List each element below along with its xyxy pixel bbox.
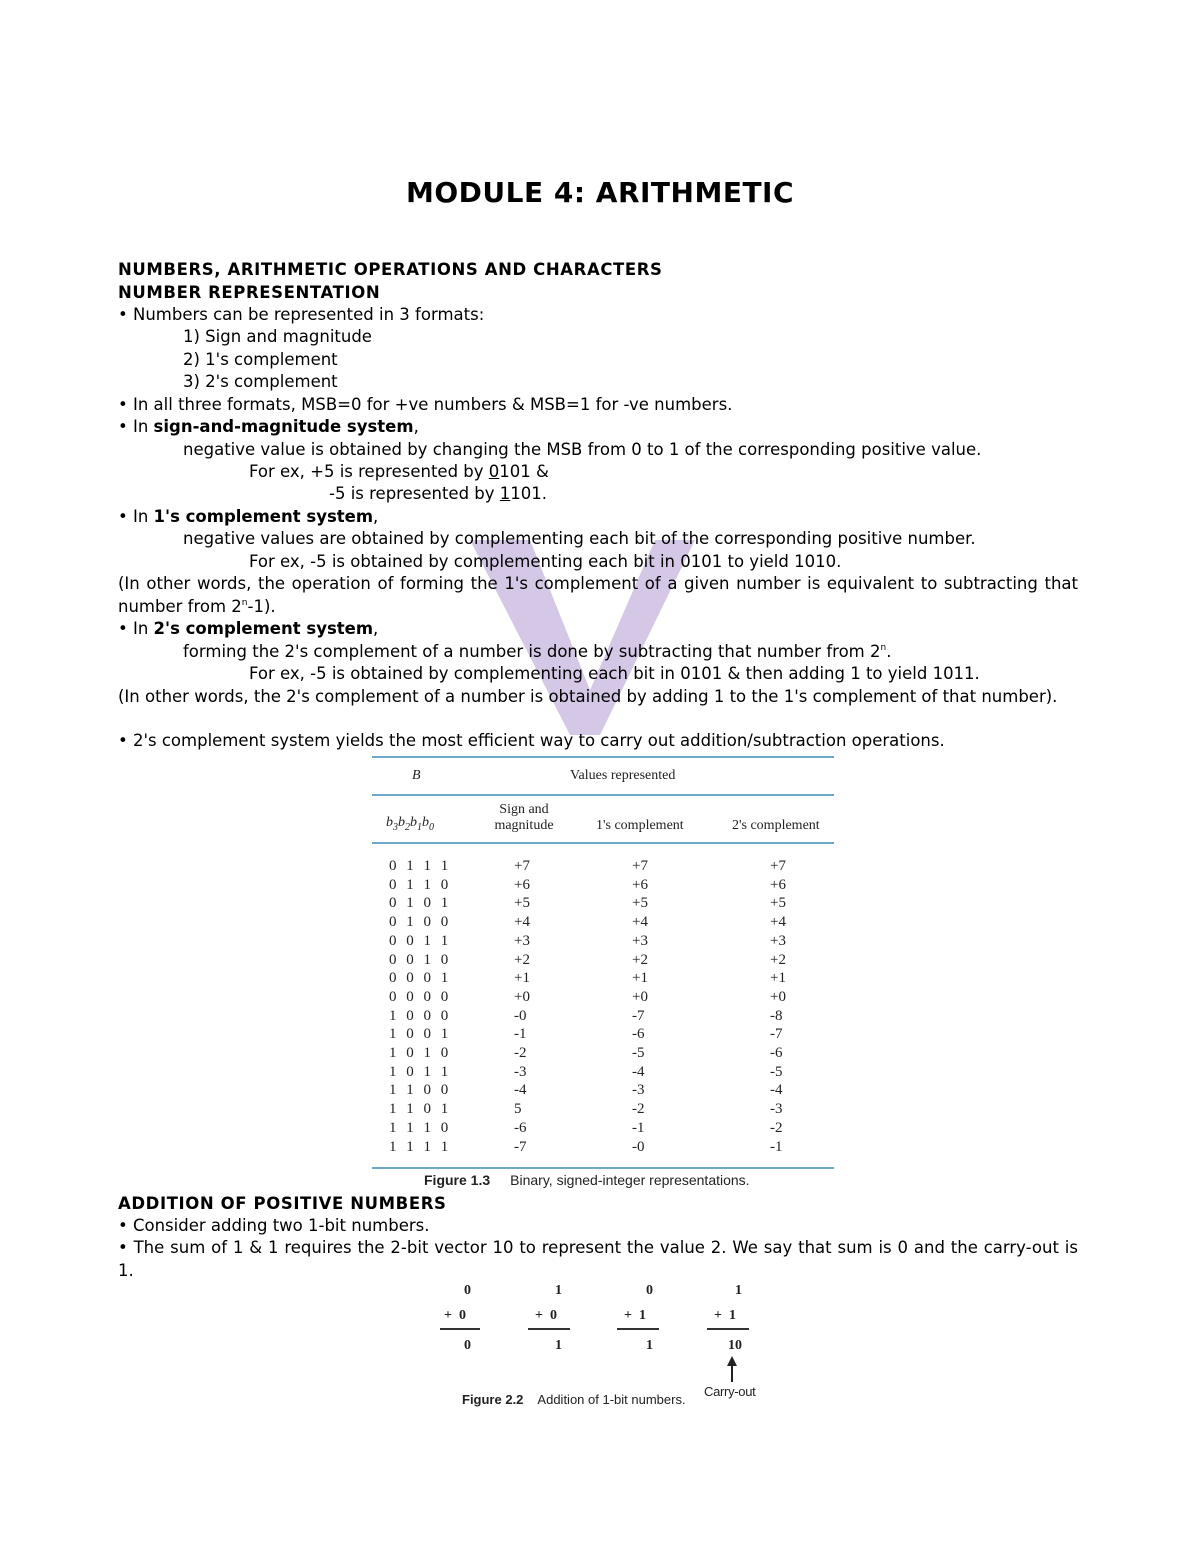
bit-pattern: 0 1 1 1 — [389, 858, 452, 874]
twos-complement-value: +3 — [770, 932, 786, 949]
ones-complement-value: +1 — [632, 970, 648, 987]
sign-magnitude-value: -1 — [514, 1026, 527, 1043]
bit-pattern: 0 0 1 0 — [389, 951, 452, 968]
sign-magnitude-description: negative value is obtained by changing the MSB from 0 to 1 of the corresponding positive value. — [183, 440, 982, 459]
intro-bullet: • Numbers can be represented in 3 formats: — [118, 305, 485, 324]
twos-complement-value: -2 — [770, 1119, 783, 1136]
sign-magnitude-value: 5 — [514, 1101, 522, 1118]
table-row — [372, 933, 834, 952]
ones-complement-value: +2 — [632, 951, 648, 968]
column-header-ones-complement: 1's complement — [596, 818, 684, 833]
format-item: 1) Sign and magnitude — [183, 327, 372, 346]
twos-complement-value: -6 — [770, 1045, 783, 1061]
figure13-caption: Figure 1.3 Binary, signed-integer representations. — [424, 1172, 750, 1188]
table-row — [372, 1064, 834, 1083]
column-header-sign-magnitude: Sign and magnitude — [494, 802, 554, 833]
twos-complement-value: +5 — [770, 895, 786, 912]
sign-magnitude-value: +1 — [514, 970, 530, 987]
bit-pattern: 1 0 1 1 — [389, 1063, 452, 1080]
carry-out-label: Carry-out — [704, 1384, 756, 1399]
sum-value: 0 — [464, 1338, 471, 1353]
page-title: MODULE 4: ARITHMETIC — [405, 176, 795, 209]
format-item: 3) 2's complement — [183, 372, 338, 391]
bit-pattern: 1 1 1 0 — [389, 1119, 452, 1136]
bit-pattern: 0 1 0 1 — [389, 895, 452, 912]
sign-magnitude-value: -2 — [514, 1045, 527, 1061]
twos-complement-value: +1 — [770, 970, 786, 987]
twos-complement-value: +6 — [770, 876, 786, 893]
sign-magnitude-value: +5 — [514, 895, 530, 912]
ones-complement-value: -0 — [632, 1138, 645, 1155]
figure-addition-1bit — [430, 1280, 790, 1410]
addend-top: 1 — [555, 1283, 562, 1298]
table-row — [372, 1139, 834, 1158]
ones-complement-value: -5 — [632, 1045, 645, 1061]
sign-magnitude-example-negative: -5 is represented by 1101. — [329, 484, 548, 503]
bit-pattern: 1 1 0 0 — [389, 1082, 452, 1099]
bit-pattern: 0 0 0 1 — [389, 970, 452, 987]
ones-complement-value: -2 — [632, 1101, 645, 1118]
bit-pattern: 1 1 1 1 — [389, 1138, 452, 1155]
ones-complement-value: +4 — [632, 914, 648, 931]
format-item: 2) 1's complement — [183, 350, 338, 369]
bit-pattern: 1 1 0 1 — [389, 1101, 452, 1118]
ones-complement-bullet: • In 1's complement system, — [118, 507, 379, 526]
addend-top: 0 — [464, 1283, 471, 1298]
twos-complement-bullet: • In 2's complement system, — [118, 619, 379, 638]
sign-magnitude-bullet: • In sign-and-magnitude system, — [118, 417, 419, 436]
section-heading-addition: ADDITION OF POSITIVE NUMBERS — [118, 1194, 447, 1213]
twos-complement-description: forming the 2's complement of a number is done by subtracting that number from 2$^n$. — [183, 642, 892, 661]
sign-magnitude-value: +2 — [514, 951, 530, 968]
bit-pattern: 1 0 0 0 — [389, 1007, 452, 1024]
addition-bullet-2: • The sum of 1 & 1 requires the 2-bit vector 10 to represent the value 2. We say that sum is 0 and the carry-out is 1. — [118, 1238, 1078, 1280]
twos-complement-value: +4 — [770, 914, 786, 931]
ones-complement-term: 1's complement system — [153, 507, 374, 526]
table-row — [372, 895, 834, 914]
addend-bottom: + 0 — [444, 1308, 466, 1323]
table-row — [372, 877, 834, 896]
ones-complement-value: -4 — [632, 1063, 645, 1080]
ones-complement-value: -1 — [632, 1119, 645, 1136]
sign-magnitude-value: -4 — [514, 1082, 527, 1099]
bit-pattern: 0 1 1 0 — [389, 876, 452, 893]
twos-complement-value: +7 — [770, 858, 786, 874]
table-rule-header — [372, 842, 834, 844]
sign-magnitude-value: +4 — [514, 914, 530, 931]
column-header-twos-complement: 2's complement — [732, 818, 820, 833]
ones-complement-value: -7 — [632, 1007, 645, 1024]
twos-complement-example: For ex, -5 is obtained by complementing each bit in 0101 & then adding 1 to yield 1011. — [249, 664, 980, 683]
table-rule-mid — [372, 794, 834, 796]
column-header-b: B — [412, 768, 421, 783]
column-header-bits: $b_3b_2b_1b_0$ — [386, 815, 434, 833]
sign-magnitude-value: -3 — [514, 1063, 527, 1080]
addend-top: 0 — [646, 1283, 653, 1298]
sign-magnitude-value: +6 — [514, 876, 530, 893]
ones-complement-value: +0 — [632, 988, 648, 1005]
ones-complement-description: negative values are obtained by complementing each bit of the corresponding positive number. — [183, 529, 976, 548]
addition-bullet-1: • Consider adding two 1-bit numbers. — [118, 1216, 430, 1235]
efficiency-bullet: • 2's complement system yields the most efficient way to carry out addition/subtraction operations. — [118, 731, 945, 750]
ones-complement-example: For ex, -5 is obtained by complementing each bit in 0101 to yield 1010. — [249, 552, 842, 571]
twos-complement-value: -7 — [770, 1026, 783, 1043]
twos-complement-term: 2's complement system — [153, 619, 374, 638]
ones-complement-value: -6 — [632, 1026, 645, 1043]
carry-arrow-icon — [726, 1356, 738, 1382]
twos-complement-value: -5 — [770, 1063, 783, 1080]
table-rule-top — [372, 756, 834, 758]
section-heading-numbers: NUMBERS, ARITHMETIC OPERATIONS AND CHARACTERS — [118, 260, 663, 279]
addend-bottom: + 0 — [535, 1308, 557, 1323]
table-row — [372, 952, 834, 971]
sum-line — [528, 1328, 570, 1330]
sign-magnitude-value: +3 — [514, 932, 530, 949]
sign-magnitude-example-positive: For ex, +5 is represented by 0101 & — [249, 462, 549, 481]
table-row — [372, 858, 834, 877]
table-row — [372, 1008, 834, 1027]
twos-complement-value: -3 — [770, 1101, 783, 1118]
ones-complement-note: (In other words, the operation of forming the 1's complement of a given number is equivalent to subtracting that number from 2$^n$-1). — [118, 574, 1078, 616]
ones-complement-value: +5 — [632, 895, 648, 912]
addend-top: 1 — [735, 1283, 742, 1298]
table-row — [372, 1082, 834, 1101]
twos-complement-value: +0 — [770, 988, 786, 1005]
ones-complement-value: +6 — [632, 876, 648, 893]
ones-complement-value: +7 — [632, 858, 648, 874]
column-header-values: Values represented — [570, 768, 676, 783]
bit-pattern: 0 0 1 1 — [389, 932, 452, 949]
ones-complement-value: -3 — [632, 1082, 645, 1099]
sum-line — [440, 1328, 480, 1330]
ones-complement-value: +3 — [632, 932, 648, 949]
twos-complement-value: -8 — [770, 1007, 783, 1024]
table-row — [372, 1101, 834, 1120]
twos-complement-value: -1 — [770, 1138, 783, 1155]
sign-magnitude-value: -0 — [514, 1007, 527, 1024]
bit-pattern: 1 0 0 1 — [389, 1026, 452, 1043]
addend-bottom: + 1 — [714, 1308, 736, 1323]
table-row — [372, 989, 834, 1008]
table-row — [372, 1120, 834, 1139]
table-row — [372, 914, 834, 933]
sum-value: 10 — [728, 1338, 742, 1353]
sign-magnitude-term: sign-and-magnitude system — [153, 417, 414, 436]
addend-bottom: + 1 — [624, 1308, 646, 1323]
table-row — [372, 1045, 834, 1064]
twos-complement-note: (In other words, the 2's complement of a number is obtained by adding 1 to the 1's complement of that number). — [118, 687, 1058, 706]
sign-magnitude-value: +0 — [514, 988, 530, 1005]
section-heading-representation: NUMBER REPRESENTATION — [118, 283, 381, 302]
twos-complement-value: -4 — [770, 1082, 783, 1099]
bit-pattern: 0 0 0 0 — [389, 988, 452, 1005]
table-row — [372, 970, 834, 989]
sign-magnitude-value: +7 — [514, 858, 530, 874]
bit-pattern: 1 0 1 0 — [389, 1045, 452, 1061]
table-row — [372, 1026, 834, 1045]
sum-line — [617, 1328, 659, 1330]
bit-pattern: 0 1 0 0 — [389, 914, 452, 931]
sum-value: 1 — [646, 1338, 653, 1353]
sign-magnitude-value: -7 — [514, 1138, 527, 1155]
sum-value: 1 — [555, 1338, 562, 1353]
twos-complement-value: +2 — [770, 951, 786, 968]
figure22-caption: Figure 2.2 Addition of 1-bit numbers. — [462, 1392, 686, 1407]
sum-line — [707, 1328, 749, 1330]
sign-magnitude-value: -6 — [514, 1119, 527, 1136]
table-rule-bottom — [372, 1167, 834, 1169]
msb-rule-bullet: • In all three formats, MSB=0 for +ve numbers & MSB=1 for -ve numbers. — [118, 395, 733, 414]
